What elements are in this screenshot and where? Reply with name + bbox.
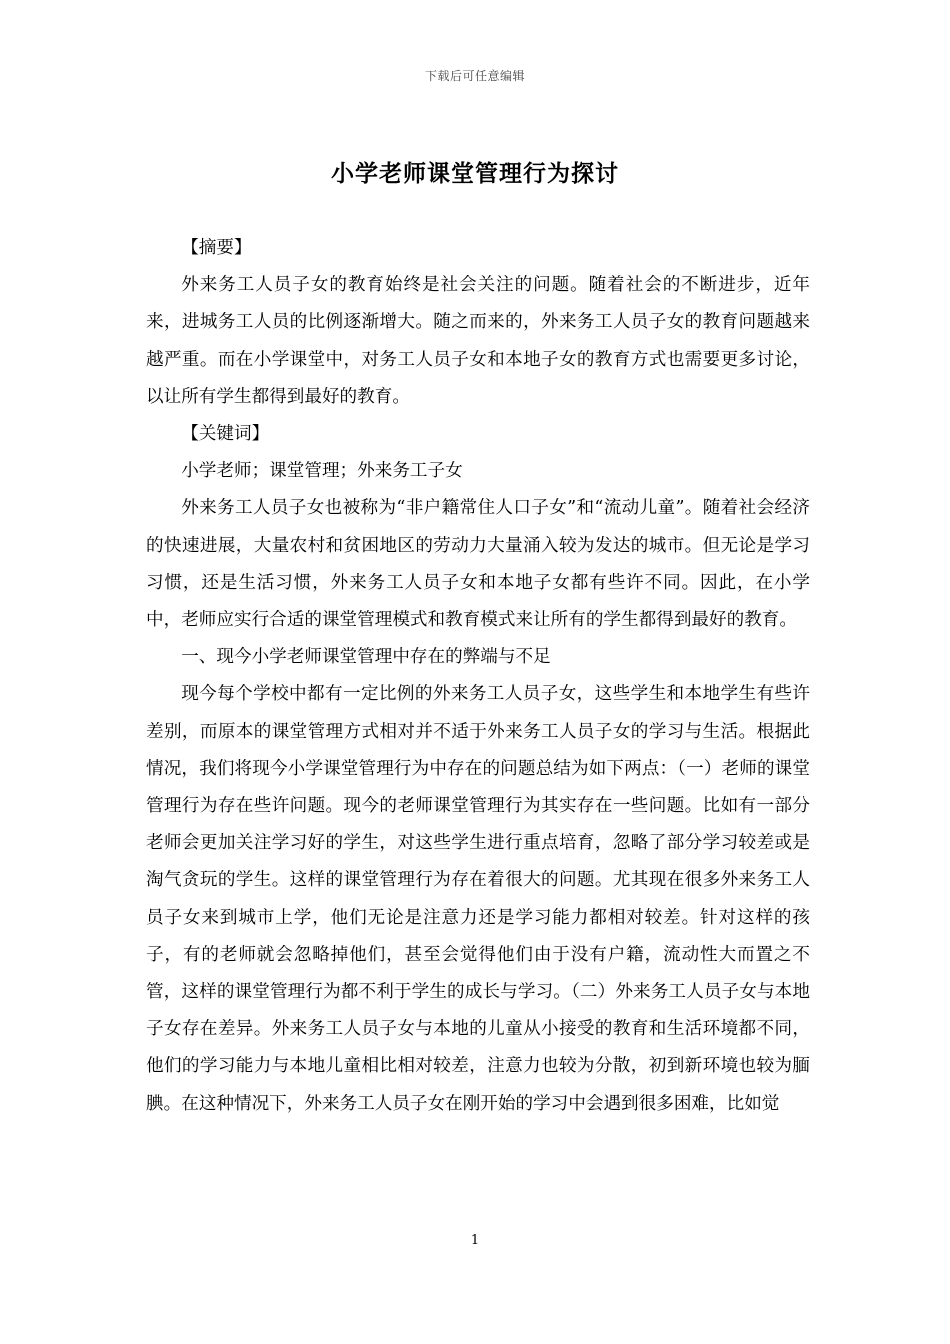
keywords-heading: 【关键词】 xyxy=(181,424,270,445)
abstract-paragraph: 外来务工人员子女的教育始终是社会关注的问题。随着社会的不断进步，近年来，进城务工人员的比例逐渐增大。随之而来的，外来务工人员子女的教育问题越来越严重。而在小学课堂中，对务工人员子女和本地子女的教育方式也需要更多讨论，以让所有学生都得到最好的教育。 xyxy=(146,275,810,407)
abstract-heading: 【摘要】 xyxy=(181,238,252,258)
page-number: 1 xyxy=(470,1233,480,1248)
intro-paragraph: 外来务工人员子女也被称为“非户籍常住人口子女”和“流动儿童”。随着社会经济的快速进展，大量农村和贫困地区的劳动力大量涌入较为发达的城市。但无论是学习习惯，还是生活习惯，外来务工人员子女和本地子女都有些许不同。因此，在小学中，老师应实行合适的课堂管理模式和教育模式来让所有的学生都得到最好的教育。 xyxy=(146,498,810,631)
header-note: 下载后可任意编辑 xyxy=(424,69,525,83)
section1-heading: 一、现今小学老师课堂管理中存在的弊端与不足 xyxy=(181,647,551,668)
keywords-paragraph: 小学老师；课堂管理；外来务工子女 xyxy=(181,461,463,482)
section1-paragraph: 现今每个学校中都有一定比例的外来务工人员子女，这些学生和本地学生有些许差别，而原本的课堂管理方式相对并不适于外来务工人员子女的学习与生活。根据此情况，我们将现今小学课堂管理行为中存在的问题总结为如下两点：（一）老师的课堂管理行为存在些许问题。现今的老师课堂管理行为其实存在一些问题。比如有一部分老师会更加关注学习好的学生，对这些学生进行重点培育，忽略了部分学习较差或是淘气贪玩的学生。这样的课堂管理行为存在着很大的问题。尤其现在很多外来务工人员子女来到城市上学，他们无论是注意力还是学习能力都相对较差。针对这样的孩子，有的老师就会忽略掉他们，甚至会觉得他们由于没有户籍，流动性大而置之不管，这样的课堂管理行为都不利于学生的成长与学习。（二）外来务工人员子女与本地子女存在差异。外来务工人员子女与本地的儿童从小接受的教育和生活环境都不同，他们的学习能力与本地儿童相比相对较差，注意力也较为分散，初到新环境也较为腼腆。在这种情况下，外来务工人员子女在刚开始的学习中会遇到很多困难，比如觉 xyxy=(146,684,810,1114)
document-title: 小学老师课堂管理行为探讨 xyxy=(331,160,619,187)
document-body xyxy=(146,230,810,1123)
